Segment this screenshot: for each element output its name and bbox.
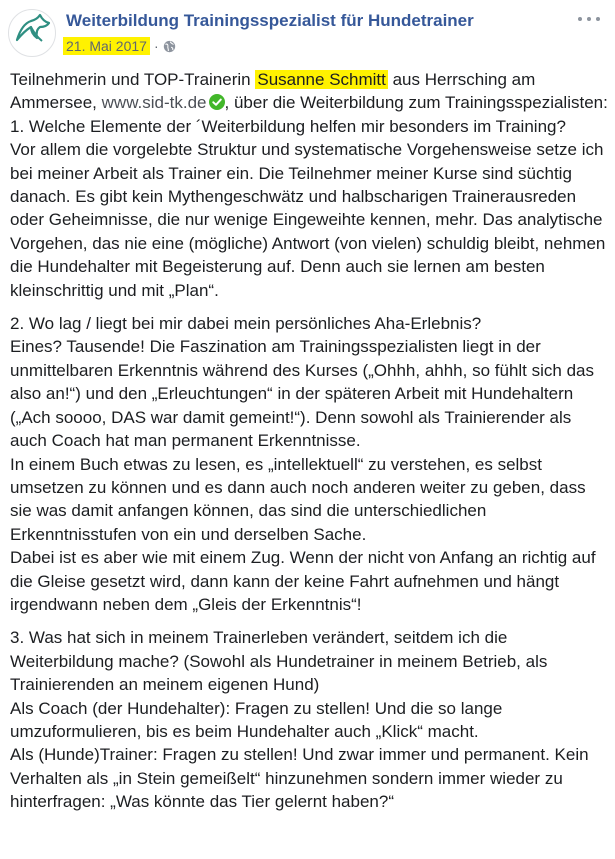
ellipsis-icon <box>578 17 582 21</box>
check-circle-icon <box>209 94 225 110</box>
post-meta <box>66 36 176 56</box>
more-options-button[interactable] <box>574 11 604 27</box>
intro-text: , über die Weiterbildung zum Trainingsspezialisten: <box>224 93 608 113</box>
highlighted-name: Susanne Schmitt <box>257 70 386 89</box>
answer-3-part-2: Als (Hunde)Trainer: Fragen zu stellen! Und zwar immer und permanent. Kein Verhalten als „in Stein gemeißelt“ hinzunehmen sondern immer wieder zu hinterfragen: „Was könnte das Tier gelernt haben?“ <box>10 745 589 812</box>
answer-3-part-1: Als Coach (der Hundehalter): Fragen zu stellen! Und die so lange umzuformulieren, bis es beim Hundehalter auch „Klick“ macht. <box>10 698 503 741</box>
post-section-3 <box>10 626 610 813</box>
globe-icon[interactable] <box>163 40 176 53</box>
question-1: 1. Welche Elemente der ´Weiterbildung helfen mir besonders im Training? <box>10 116 566 136</box>
page-avatar[interactable] <box>8 9 56 57</box>
ellipsis-icon <box>596 17 600 21</box>
question-2: 2. Wo lag / liegt bei mir dabei mein persönliches Aha-Erlebnis? <box>10 314 482 334</box>
page-name-link[interactable]: Weiterbildung Trainingsspezialist für Hundetrainer <box>66 11 474 30</box>
answer-1: Vor allem die vorgelebte Struktur und systematische Vorgehensweise setze ich bei meiner Arbeit als Trainer ein. Die Teilnehmer meiner Kurse sind süchtig danach. Es gibt kein Mythengeschwätz und halbscharigen Trainerausreden oder Geheimnisse, die nur wenige Eingeweihte kennen, mehr. Das analytische Vorgehen, das nie eine (mögliche) Antwort (von vielen) schuldig bleibt, nehmen die Hundehalter mit Begeisterung auf. Denn auch sie lernen am besten kleinschrittig und mit „Plan“. <box>10 140 606 300</box>
post-intro <box>10 68 610 302</box>
ellipsis-icon <box>587 17 591 21</box>
website-link[interactable]: www.sid-tk.de <box>101 93 207 113</box>
intro-text: Teilnehmerin und TOP-Trainerin <box>10 70 256 89</box>
answer-2-part-2: In einem Buch etwas zu lesen, es „intellektuell“ zu verstehen, es selbst umsetzen zu können und es dann auch noch anderen weiter zu geben, dass sie was damit anfangen können, das sind die unterschiedlichen Erkenntnisstufen von ein und derselben Sache. <box>10 454 586 544</box>
meta-separator: · <box>153 38 159 54</box>
question-3: 3. Was hat sich in meinem Trainerleben verändert, seitdem ich die Weiterbildung mache? (Sowohl als Hundetrainer in meinem Betrieb, als Trainierenden an meinem eigenen Hund) <box>10 628 548 695</box>
intro-text: aus Herrsching am Ammersee, <box>10 70 536 113</box>
post-date-link[interactable]: 21. Mai 2017 <box>63 37 150 55</box>
answer-2-part-1: Eines? Tausende! Die Faszination am Trainingsspezialisten liegt in der unmittelbaren Erkenntnis während des Kurses („Ohhh, ahhh, so fühlt sich das also an!“) und den „Erleuchtungen“ in der späteren Arbeit mit Hundehaltern („Ach soooo, DAS war damit gemeint!“). Denn sowohl als Trainierender als auch Coach hat man permanent Erkenntnisse. <box>10 337 594 451</box>
answer-2-part-3: Dabei ist es aber wie mit einem Zug. Wenn der nicht von Anfang an richtig auf die Gleise gesetzt wird, dann kann der keine Fahrt aufnehmen und hängt irgendwann neben dem „Gleis der Erkenntnis“! <box>10 548 596 614</box>
post-section-2 <box>10 312 610 616</box>
post-body <box>10 68 610 824</box>
dog-logo-icon <box>9 10 55 56</box>
post-header <box>0 0 615 66</box>
